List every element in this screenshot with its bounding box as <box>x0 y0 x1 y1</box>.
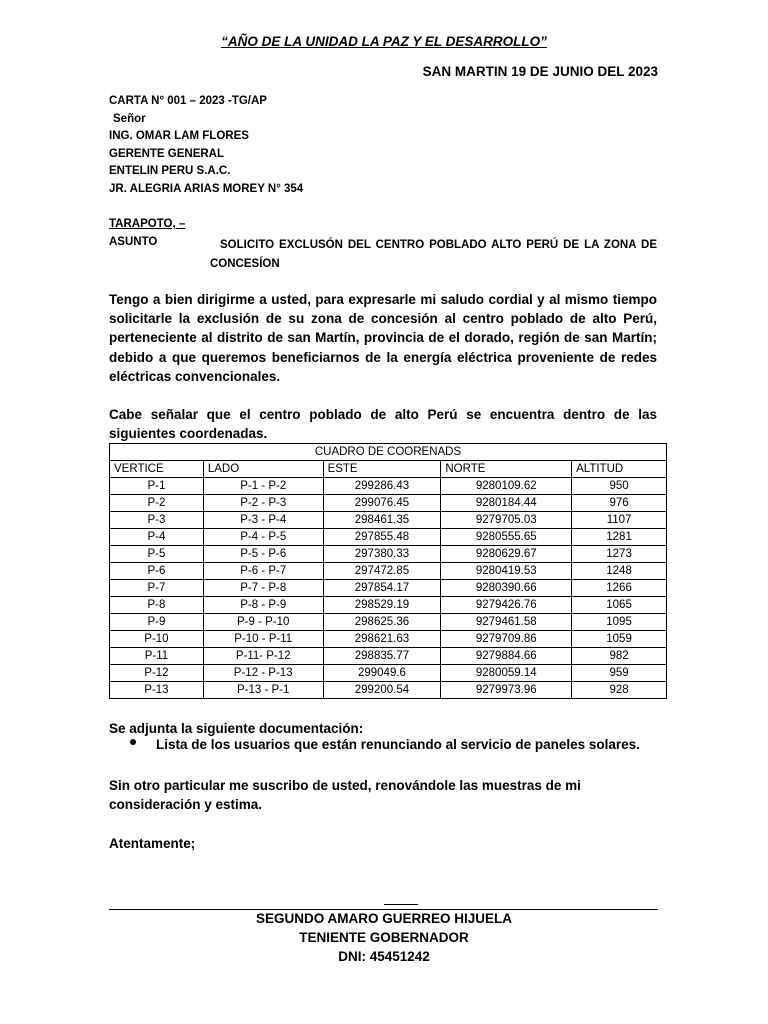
table-cell: P-5 <box>110 546 204 563</box>
table-cell: P-7 - P-8 <box>203 580 323 597</box>
table-cell: 298529.19 <box>323 597 441 614</box>
signatory-title: TENIENTE GOBERNADOR <box>299 930 469 945</box>
table-cell: 297472.85 <box>323 563 441 580</box>
table-cell: P-8 <box>110 597 204 614</box>
table-cell: 9280184.44 <box>441 495 572 512</box>
column-header: ESTE <box>323 461 441 478</box>
table-cell: 950 <box>572 478 667 495</box>
table-cell: 1065 <box>572 597 667 614</box>
signature-line <box>109 909 658 910</box>
table-cell: 1095 <box>572 614 667 631</box>
signature-mark <box>384 904 418 905</box>
table-row <box>110 529 667 546</box>
table-cell: 1273 <box>572 546 667 563</box>
body-paragraph-2: Cabe señalar que el centro poblado de alto Perú se encuentra dentro de las siguientes coordenadas. <box>109 407 657 442</box>
attachments-intro: Se adjunta la siguiente documentación: <box>109 721 364 736</box>
table-row <box>110 665 667 682</box>
table-cell: 1281 <box>572 529 667 546</box>
column-header: LADO <box>203 461 323 478</box>
closing-paragraph: Sin otro particular me suscribo de usted, renovándole las muestras de mi consideración y estima. <box>109 778 581 813</box>
table-cell: P-12 - P-13 <box>203 665 323 682</box>
recipient-title: GERENTE GENERAL <box>109 148 225 160</box>
recipient-company: ENTELIN PERU S.A.C. <box>109 165 231 177</box>
table-row <box>110 546 667 563</box>
table-row <box>110 495 667 512</box>
table-cell: 959 <box>572 665 667 682</box>
table-cell: 298835.77 <box>323 648 441 665</box>
table-cell: P-1 - P-2 <box>203 478 323 495</box>
table-cell: 298461.35 <box>323 512 441 529</box>
table-cell: P-5 - P-6 <box>203 546 323 563</box>
subject-label: ASUNTO <box>109 236 158 248</box>
table-cell: P-10 - P-11 <box>203 631 323 648</box>
table-cell: 9280390.66 <box>441 580 572 597</box>
table-cell: P-11 <box>110 648 204 665</box>
table-cell: P-9 - P-10 <box>203 614 323 631</box>
table-cell: P-2 - P-3 <box>203 495 323 512</box>
table-cell: 9280629.67 <box>441 546 572 563</box>
table-cell: P-11- P-12 <box>203 648 323 665</box>
table-cell: 9279705.03 <box>441 512 572 529</box>
body-paragraph-1: Tengo a bien dirigirme a usted, para expresarle mi saludo cordial y al mismo tiempo solicitarle la exclusión de su zona de concesión al centro poblado de alto Perú, perteneciente al distrito de san Martín, provincia de el dorado, región de san Martín; debido a que queremos beneficiarnos de la energía eléctrica proveniente de redes eléctricas convencionales. <box>109 292 657 384</box>
table-cell: P-13 <box>110 682 204 699</box>
table-cell: 1059 <box>572 631 667 648</box>
letter-place: TARAPOTO, – <box>109 218 186 230</box>
table-row <box>110 512 667 529</box>
table-cell: 9280109.62 <box>441 478 572 495</box>
table-row <box>110 648 667 665</box>
table-header-row <box>110 461 667 478</box>
letter-date: SAN MARTIN 19 DE JUNIO DEL 2023 <box>422 64 658 79</box>
table-cell: 9279426.76 <box>441 597 572 614</box>
table-row <box>110 478 667 495</box>
table-cell: P-3 <box>110 512 204 529</box>
table-cell: P-10 <box>110 631 204 648</box>
table-cell: 9279884.66 <box>441 648 572 665</box>
table-cell: 982 <box>572 648 667 665</box>
table-row <box>110 614 667 631</box>
farewell: Atentamente; <box>109 836 196 851</box>
table-cell: 9280059.14 <box>441 665 572 682</box>
table-cell: 1266 <box>572 580 667 597</box>
table-cell: P-6 <box>110 563 204 580</box>
table-cell: P-8 - P-9 <box>203 597 323 614</box>
signatory-dni: DNI: 45451242 <box>338 949 430 964</box>
attachment-item: Lista de los usuarios que están renunciando al servicio de paneles solares. <box>156 737 640 752</box>
table-cell: 298621.63 <box>323 631 441 648</box>
table-cell: 9279973.96 <box>441 682 572 699</box>
letter-reference: CARTA N° 001 – 2023 -TG/AP <box>109 95 267 107</box>
table-cell: 299286.43 <box>323 478 441 495</box>
table-cell: P-6 - P-7 <box>203 563 323 580</box>
table-cell: 9279461.58 <box>441 614 572 631</box>
recipient-address: JR. ALEGRIA ARIAS MOREY N° 354 <box>109 183 304 195</box>
table-cell: 976 <box>572 495 667 512</box>
table-cell: 298625.36 <box>323 614 441 631</box>
table-cell: P-1 <box>110 478 204 495</box>
table-row <box>110 597 667 614</box>
table-cell: 928 <box>572 682 667 699</box>
recipient-name: ING. OMAR LAM FLORES <box>109 130 249 142</box>
table-cell: 1248 <box>572 563 667 580</box>
table-row <box>110 631 667 648</box>
salutation: Señor <box>113 113 146 125</box>
table-cell: 9280555.65 <box>441 529 572 546</box>
table-row <box>110 682 667 699</box>
signatory-name: SEGUNDO AMARO GUERREO HIJUELA <box>255 911 513 926</box>
table-row <box>110 580 667 597</box>
table-cell: P-4 <box>110 529 204 546</box>
bullet-icon <box>130 739 136 745</box>
table-cell: P-12 <box>110 665 204 682</box>
table-cell: 297854.17 <box>323 580 441 597</box>
column-header: VERTICE <box>110 461 204 478</box>
table-cell: 299200.54 <box>323 682 441 699</box>
table-row <box>110 563 667 580</box>
table-cell: 299076.45 <box>323 495 441 512</box>
table-cell: P-13 - P-1 <box>203 682 323 699</box>
table-cell: P-4 - P-5 <box>203 529 323 546</box>
table-cell: P-2 <box>110 495 204 512</box>
table-cell: P-9 <box>110 614 204 631</box>
table-cell: P-7 <box>110 580 204 597</box>
table-caption: CUADRO DE COORENADS <box>110 444 667 461</box>
letter-motto: “AÑO DE LA UNIDAD LA PAZ Y EL DESARROLLO” <box>221 34 547 49</box>
table-caption-row <box>110 444 667 461</box>
table-cell: 9280419.53 <box>441 563 572 580</box>
table-cell: 1107 <box>572 512 667 529</box>
table-cell: 297855.48 <box>323 529 441 546</box>
coordinates-table <box>109 443 667 699</box>
table-cell: 299049.6 <box>323 665 441 682</box>
table-cell: P-3 - P-4 <box>203 512 323 529</box>
table-cell: 9279709.86 <box>441 631 572 648</box>
column-header: NORTE <box>441 461 572 478</box>
column-header: ALTITUD <box>572 461 667 478</box>
table-cell: 297380.33 <box>323 546 441 563</box>
subject-text: SOLICITO EXCLUSÓN DEL CENTRO POBLADO ALTO PERÚ DE LA ZONA DE CONCESÍON <box>210 239 657 270</box>
